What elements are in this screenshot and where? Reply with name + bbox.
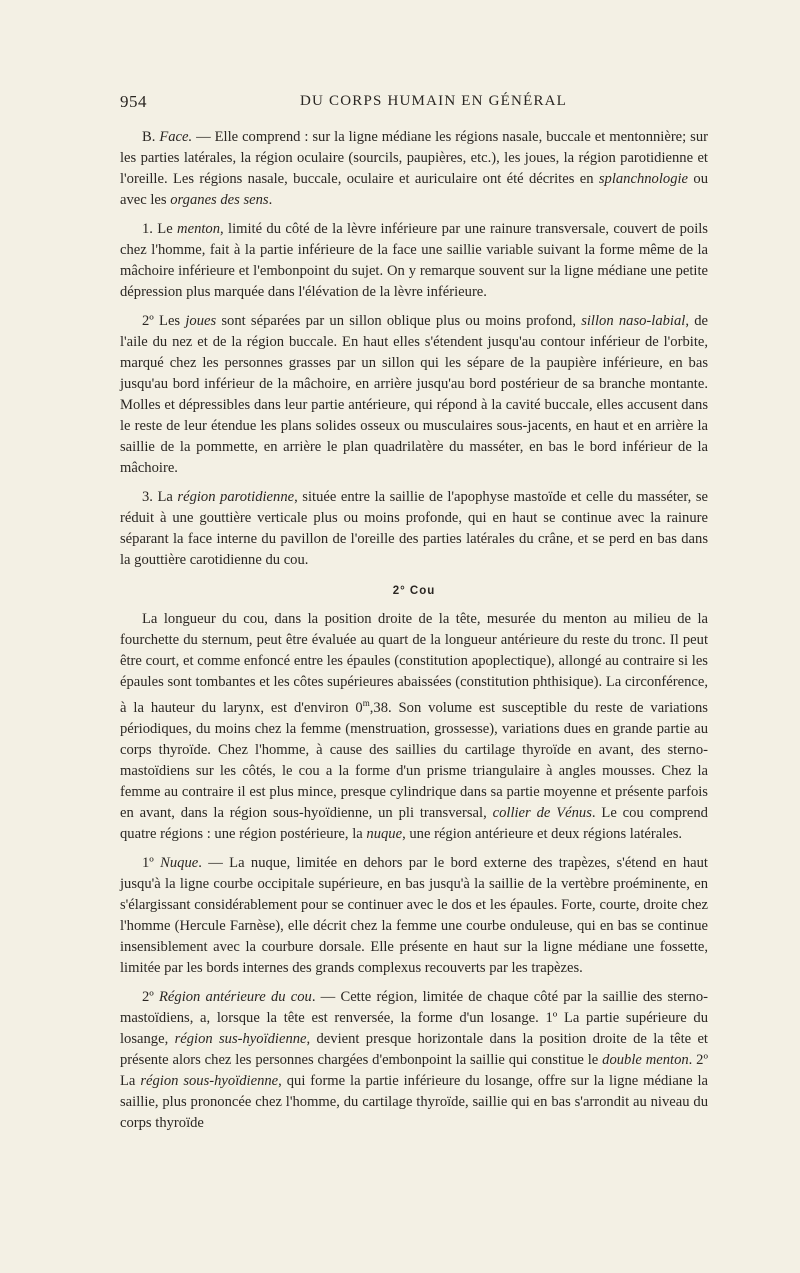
paragraph-text: , limité du côté de la lèvre inférieure par une rainure transversale, couvert de poils chez l'homme, fait à la partie inférieure de la face une saillie variable suivant la forme même de la mâchoire inférieure et l'embonpoint du sujet. On y remarque souvent sur la ligne médiane une petite dépression plus marquée dans l'élévation de la lèvre inférieure. — [120, 221, 708, 300]
paragraph-text: La longueur du cou, dans la position droite de la tête, mesurée du menton au milieu de la fourchette du sternum, peut être évaluée au quart de la longueur antérieure du reste du tronc. Il peut être court, et comme enfoncé entre les épaules (constitution apoplectique), allongé au contraire si les épaules sont tombantes et les côtes supérieures abaissées (constitution phthisique). La circonférence, à la hauteur du larynx, est d'environ 0 — [120, 611, 708, 716]
section-title-face: Face. — [159, 129, 193, 145]
paragraph-parotidienne — [120, 487, 708, 571]
paragraph-joues — [120, 311, 708, 479]
term-region-parotidienne: région parotidienne — [177, 489, 295, 505]
term-nuque: nuque — [366, 825, 403, 842]
paragraph-lead: B. — [142, 129, 160, 145]
paragraph-text: . Le cou comprend quatre régions : une région postérieure, la — [120, 804, 708, 842]
paragraph-lead: 1º — [142, 854, 161, 871]
term-collier-de-venus: collier de Vénus — [492, 804, 592, 821]
paragraph-text: , devient presque horizontale dans la position droite de la tête et présente alors chez les personnes chargées d'embonpoint la saillie qui constitue le — [120, 1030, 708, 1068]
paragraph-lead: 2º — [142, 988, 160, 1005]
page-header — [120, 92, 708, 114]
body-text — [120, 127, 708, 1134]
paragraph-face — [120, 127, 708, 211]
paragraph-nuque — [120, 853, 708, 979]
term-region-sous-hyoidienne: région sous-hyoïdienne — [140, 1072, 279, 1089]
paragraph-lead: 2º Les — [142, 313, 186, 329]
paragraph-cou — [120, 609, 708, 845]
unit-superscript: m — [362, 698, 370, 708]
paragraph-text: . — La nuque, limitée en dehors par le bord externe des trapèzes, s'étend en haut jusqu'à la ligne courbe occipitale supérieure, en bas jusqu'à la saillie de la vertèbre proéminente, en s'élargissant considérablement pour se continuer avec le dos et les épaules. Forte, courte, droite chez l'homme (Hercule Farnèse), elle décrit chez la femme une courbe onduleuse, qui en bas se continue insensiblement avec la courbure dorsale. Elle présente en haut sur la ligne médiane une fossette, limitée par les bords internes des grands complexus recouverts par les trapèzes. — [120, 854, 708, 976]
section-title-nuque: Nuque — [160, 854, 199, 871]
paragraph-text: , une région antérieure et deux régions latérales. — [402, 825, 683, 842]
term-menton: menton — [177, 221, 221, 237]
paragraph-menton — [120, 219, 708, 303]
section-title-region-anterieure: Région antérieure du cou — [159, 988, 312, 1005]
term-region-sus-hyoidienne: région sus-hyoïdienne — [174, 1030, 307, 1047]
section-heading-cou: 2° Cou — [392, 585, 436, 597]
paragraph-text: ,38. Son volume est susceptible du reste de variations périodiques, du moins chez la femme (menstruation, grossesse), variations dues en grande partie au corps thyroïde. Chez l'homme, à cause des saillies du cartilage thyroïde en avant, des sterno-mastoïdiens sur les côtés, le cou a la forme d'un prisme triangulaire à angles mousses. Chez la femme au contraire il est plus mince, presque cylindrique dans sa partie moyenne et présente parfois en avant, dans la région sous-hyoïdienne, un pli transversal, — [120, 699, 708, 821]
paragraph-text: , qui forme la partie inférieure du losange, offre sur la ligne médiane la saillie, plus prononcée chez l'homme, du cartilage thyroïde, saillie qui en bas s'arrondit au niveau du corps thyroïde — [120, 1072, 709, 1131]
paragraph-text: . — [268, 192, 273, 208]
term-splanchnologie: splanchnologie — [598, 171, 689, 187]
paragraph-lead: 3. La — [142, 489, 178, 505]
paragraph-text: . — Cette région, limitée de chaque côté par la saillie des sterno-mastoïdiens, a, lorsque la tête est renversée, la forme d'un losange. 1º La partie supérieure du losange, — [120, 988, 708, 1047]
paragraph-text: — Elle comprend : sur la ligne médiane les régions nasale, buccale et mentonnière; sur les parties latérales, la région oculaire (sourcils, paupières, etc.), les joues, la région parotidienne et l'oreille. Les régions nasale, buccale, oculaire et auriculaire ont été décrites en — [120, 129, 708, 187]
term-sillon-naso-labial: sillon naso-labial — [581, 313, 686, 329]
term-joues: joues — [185, 313, 217, 329]
paragraph-text: . 2º La — [120, 1051, 708, 1089]
term-organes-des-sens: organes des sens — [170, 192, 269, 208]
paragraph-lead: 1. Le — [142, 221, 178, 237]
term-double-menton: double menton — [602, 1051, 689, 1068]
page-number: 954 — [120, 92, 147, 111]
paragraph-region-anterieure — [120, 987, 708, 1134]
running-head: DU CORPS HUMAIN EN GÉNÉRAL — [300, 93, 568, 109]
paragraph-text: , située entre la saillie de l'apophyse mastoïde et celle du masséter, se réduit à une gouttière verticale plus ou moins profonde, qui en haut se continue avec la rainure séparant la face interne du pavillon de l'oreille des parties latérales du crâne, et se perd en bas dans la gouttière carotidienne du cou. — [120, 489, 709, 568]
paragraph-text: ou avec les — [120, 171, 708, 208]
paragraph-text: , de l'aile du nez et de la région buccale. En haut elles s'étendent jusqu'au contour inférieur de l'orbite, marqué chez les personnes grasses par un sillon qui les sépare de la paupière inférieure, en bas jusqu'au bord inférieur de la mâchoire, en arrière jusqu'au bord postérieur de sa branche montante. Molles et dépressibles dans leur partie antérieure, qui répond à la cavité buccale, elles accusent dans le reste de leur étendue les plans solides osseux ou musculaires sous-jacents, en haut et en arrière la saillie de la pommette, en arrière le plan quadrilatère du masséter, en bas le bord inférieur de la mâchoire. — [120, 313, 708, 476]
paragraph-text: sont séparées par un sillon oblique plus ou moins profond, — [216, 313, 582, 329]
